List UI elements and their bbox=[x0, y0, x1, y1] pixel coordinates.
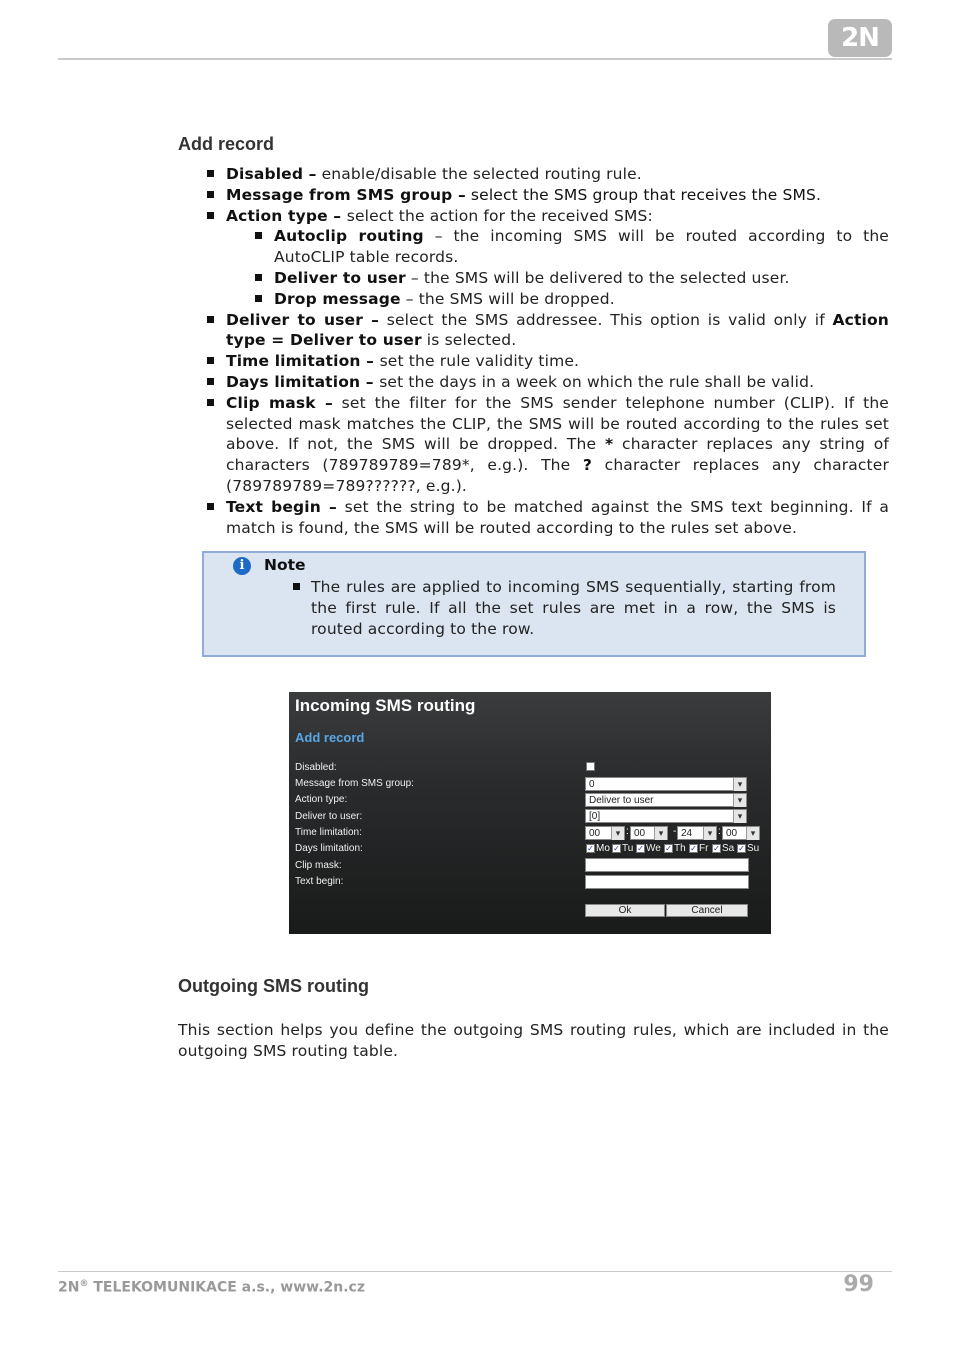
clip-mask-input[interactable] bbox=[585, 858, 749, 872]
list-item: Deliver to user – select the SMS addressee. This option is valid only if Action type = Deliver to user is selected. bbox=[226, 310, 889, 350]
time-dash: - bbox=[673, 826, 677, 837]
action-type-select[interactable]: Deliver to user ▾ bbox=[585, 793, 747, 807]
note-text: The rules are applied to incoming SMS sequentially, starting from the first rule. If all the set rules are met in a row, the SMS is routed according to the row. bbox=[311, 578, 836, 638]
time-to-hour-select[interactable]: 24 ▾ bbox=[677, 826, 717, 840]
time-from-hour-select[interactable]: 00 ▾ bbox=[585, 826, 625, 840]
time-from-minute-select[interactable]: 00 ▾ bbox=[630, 826, 668, 840]
field-list bbox=[178, 164, 889, 538]
time-colon: : bbox=[626, 826, 629, 837]
day-label-sa: Sa bbox=[722, 843, 735, 854]
list-item: Drop message – the SMS will be dropped. bbox=[274, 289, 889, 310]
day-checkbox-th[interactable]: ✓ bbox=[665, 844, 672, 853]
info-icon: i bbox=[233, 557, 251, 575]
disabled-label: Disabled: bbox=[295, 762, 337, 773]
day-checkbox-fr[interactable]: ✓ bbox=[690, 844, 697, 853]
day-label-we: We bbox=[646, 843, 661, 854]
section-heading: Outgoing SMS routing bbox=[178, 976, 369, 996]
header-rule bbox=[58, 58, 892, 60]
panel-title: Incoming SMS routing bbox=[295, 696, 476, 715]
list-item: Deliver to user – the SMS will be delivered to the selected user. bbox=[274, 268, 889, 289]
ok-button[interactable]: Ok bbox=[585, 904, 665, 917]
day-label-mo: Mo bbox=[596, 843, 610, 854]
panel-subtitle: Add record bbox=[295, 730, 365, 745]
text-begin-input[interactable] bbox=[585, 875, 749, 889]
day-label-tu: Tu bbox=[622, 843, 634, 854]
clip-mask-label: Clip mask: bbox=[295, 860, 342, 871]
day-checkbox-tu[interactable]: ✓ bbox=[613, 844, 620, 853]
list-item: Autoclip routing – the incoming SMS will be routed according to the AutoCLIP table records. bbox=[274, 227, 889, 267]
list-item: Clip mask – set the filter for the SMS sender telephone number (CLIP). If the selected mask matches the CLIP, the SMS will be routed according to the rules set above. If not, the SMS will be dropped. The * character replaces any string of characters (789789789=789*, e.g.). The ? character replaces any character (789789789=789??????, e.g.). bbox=[226, 393, 889, 495]
text-begin-label: Text begin: bbox=[295, 876, 344, 887]
day-checkbox-su[interactable]: ✓ bbox=[738, 844, 745, 853]
add-record-section bbox=[178, 130, 889, 538]
time-limitation-label: Time limitation: bbox=[295, 827, 362, 838]
list-item: Days limitation – set the days in a week on which the rule shall be valid. bbox=[226, 372, 889, 393]
outgoing-paragraph: This section helps you define the outgoing SMS routing rules, which are included in the outgoing SMS routing table. bbox=[178, 1021, 889, 1060]
list-item: Disabled – enable/disable the selected routing rule. bbox=[226, 164, 889, 185]
day-label-su: Su bbox=[747, 843, 760, 854]
action-type-label: Action type: bbox=[295, 794, 348, 805]
sms-group-select[interactable]: 0 ▾ bbox=[585, 777, 747, 791]
deliver-to-user-select[interactable]: [0] ▾ bbox=[585, 809, 747, 823]
section-heading: Add record bbox=[178, 134, 275, 154]
deliver-to-user-label: Deliver to user: bbox=[295, 811, 363, 822]
footer-rule bbox=[58, 1271, 892, 1272]
note-title: Note bbox=[264, 556, 306, 574]
days-limitation-label: Days limitation: bbox=[295, 843, 363, 854]
note-box bbox=[202, 551, 866, 657]
2n-logo: 2N bbox=[828, 19, 892, 57]
disabled-checkbox[interactable] bbox=[586, 762, 595, 771]
page-number: 99 bbox=[843, 1272, 874, 1297]
time-colon: : bbox=[718, 826, 721, 837]
day-label-fr: Fr bbox=[699, 843, 709, 854]
list-item: Action type – select the action for the received SMS: Autoclip routing – the incoming SMS will be routed according to the AutoCLIP table records. Deliver to user – the SMS will be delivered to the selected user. Drop message – the SMS will be dropped. bbox=[226, 206, 889, 308]
group-label: Message from SMS group: bbox=[295, 778, 414, 789]
day-label-th: Th bbox=[674, 843, 686, 854]
day-checkbox-we[interactable]: ✓ bbox=[637, 844, 644, 853]
time-to-minute-select[interactable]: 00 ▾ bbox=[722, 826, 760, 840]
list-item: Text begin – set the string to be matched against the SMS text beginning. If a match is found, the SMS will be routed according to the rules set above. bbox=[226, 497, 889, 537]
incoming-sms-routing-screenshot bbox=[289, 692, 771, 934]
cancel-button[interactable]: Cancel bbox=[666, 904, 748, 917]
outgoing-section bbox=[178, 972, 889, 1062]
day-checkbox-mo[interactable]: ✓ bbox=[587, 844, 594, 853]
list-item: Time limitation – set the rule validity time. bbox=[226, 351, 889, 372]
footer-company: 2N® TELEKOMUNIKACE a.s., www.2n.cz bbox=[58, 1279, 365, 1296]
list-item: Message from SMS group – select the SMS group that receives the SMS. bbox=[226, 185, 889, 206]
action-type-sublist bbox=[226, 226, 889, 309]
day-checkbox-sa[interactable]: ✓ bbox=[713, 844, 720, 853]
